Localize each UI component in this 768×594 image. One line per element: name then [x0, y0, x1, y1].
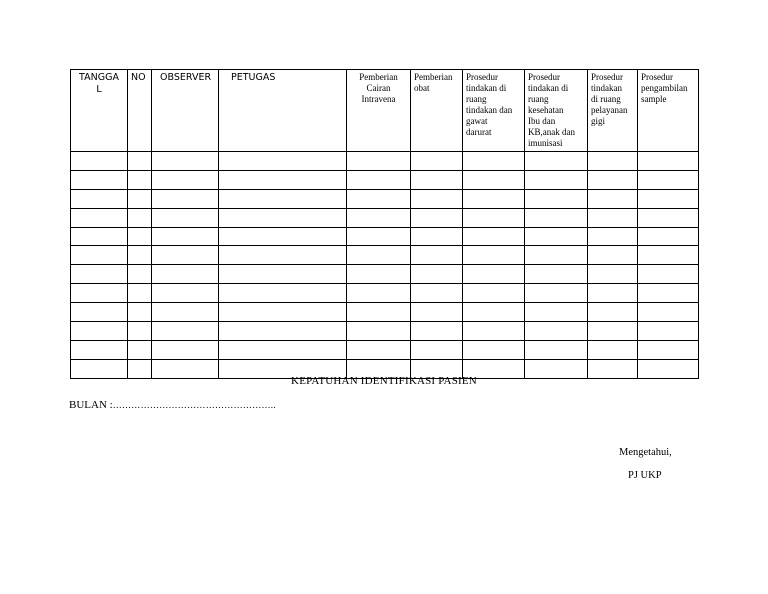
header-observer — [152, 70, 219, 152]
table-cell[interactable] — [347, 246, 411, 265]
table-cell[interactable] — [71, 284, 128, 303]
table-cell[interactable] — [219, 227, 347, 246]
table-cell[interactable] — [347, 265, 411, 284]
table-cell[interactable] — [219, 322, 347, 341]
table-cell[interactable] — [219, 246, 347, 265]
bulan-dotted-line: …………………………………………….. — [112, 400, 276, 410]
table-cell[interactable] — [71, 340, 128, 359]
table-cell[interactable] — [347, 152, 411, 171]
table-cell[interactable] — [411, 189, 463, 208]
table-cell[interactable] — [71, 227, 128, 246]
table-cell[interactable] — [411, 170, 463, 189]
table-cell[interactable] — [411, 246, 463, 265]
table-cell[interactable] — [128, 340, 152, 359]
table-cell[interactable] — [525, 189, 588, 208]
table-row — [71, 246, 699, 265]
table-cell[interactable] — [128, 303, 152, 322]
header-pengambilan-sample — [638, 70, 699, 152]
table-cell[interactable] — [638, 322, 699, 341]
table-row — [71, 340, 699, 359]
table-cell[interactable] — [463, 227, 525, 246]
table-cell[interactable] — [152, 227, 219, 246]
header-pemberian-obat — [411, 70, 463, 152]
table-cell[interactable] — [219, 189, 347, 208]
table-row — [71, 322, 699, 341]
header-cairan-intravena-label: Pemberian Cairan Intravena — [359, 72, 398, 104]
signature-role: PJ UKP — [628, 470, 662, 481]
header-prosedur-kia-label: Prosedur tindakan di ruang kesehatan Ibu dan KB,anak dan imunisasi — [528, 72, 575, 148]
header-observer-label: OBSERVER — [160, 72, 212, 83]
table-cell[interactable] — [588, 227, 638, 246]
table-cell[interactable] — [128, 284, 152, 303]
header-petugas — [219, 70, 347, 152]
table-cell[interactable] — [128, 246, 152, 265]
table-cell[interactable] — [463, 246, 525, 265]
table-cell[interactable] — [128, 208, 152, 227]
table-cell[interactable] — [463, 170, 525, 189]
table-cell[interactable] — [525, 265, 588, 284]
header-tanggal-label: TANGGA L — [79, 72, 119, 95]
table-cell[interactable] — [588, 208, 638, 227]
table-row — [71, 189, 699, 208]
table-row — [71, 227, 699, 246]
header-prosedur-gawat-darurat-label: Prosedur tindakan di ruang tindakan dan gawat darurat — [466, 72, 513, 137]
table-cell[interactable] — [152, 152, 219, 171]
observation-table-wrapper — [70, 69, 699, 379]
table-cell[interactable] — [411, 227, 463, 246]
table-cell[interactable] — [152, 322, 219, 341]
table-cell[interactable] — [463, 189, 525, 208]
header-prosedur-gigi-label: Prosedur tindakan di ruang pelayanan gigi — [591, 72, 628, 126]
table-cell[interactable] — [347, 208, 411, 227]
table-cell[interactable] — [347, 322, 411, 341]
table-cell[interactable] — [463, 265, 525, 284]
table-cell[interactable] — [128, 189, 152, 208]
table-header-row — [71, 70, 699, 152]
table-cell[interactable] — [347, 170, 411, 189]
table-cell[interactable] — [411, 265, 463, 284]
table-cell[interactable] — [638, 170, 699, 189]
table-cell[interactable] — [463, 303, 525, 322]
bulan-label: BULAN : — [69, 399, 113, 411]
table-cell[interactable] — [71, 152, 128, 171]
table-cell[interactable] — [638, 340, 699, 359]
table-row — [71, 284, 699, 303]
header-pemberian-obat-label: Pemberian obat — [414, 72, 453, 93]
table-cell[interactable] — [525, 340, 588, 359]
header-cairan-intravena — [347, 70, 411, 152]
table-cell[interactable] — [525, 227, 588, 246]
table-cell[interactable] — [638, 227, 699, 246]
observation-table — [70, 69, 699, 379]
table-cell[interactable] — [128, 152, 152, 171]
table-cell[interactable] — [152, 265, 219, 284]
table-cell[interactable] — [128, 322, 152, 341]
table-cell[interactable] — [525, 322, 588, 341]
table-cell[interactable] — [525, 152, 588, 171]
table-cell[interactable] — [588, 322, 638, 341]
table-cell[interactable] — [588, 246, 638, 265]
table-cell[interactable] — [411, 340, 463, 359]
table-row — [71, 265, 699, 284]
table-cell[interactable] — [219, 303, 347, 322]
table-cell[interactable] — [347, 189, 411, 208]
table-cell[interactable] — [152, 246, 219, 265]
header-pengambilan-sample-label: Prosedur pengambilan sample — [641, 72, 688, 104]
table-cell[interactable] — [411, 152, 463, 171]
table-cell[interactable] — [638, 303, 699, 322]
table-cell[interactable] — [463, 284, 525, 303]
table-cell[interactable] — [411, 322, 463, 341]
table-cell[interactable] — [588, 303, 638, 322]
table-cell[interactable] — [219, 170, 347, 189]
header-prosedur-gawat-darurat — [463, 70, 525, 152]
table-cell[interactable] — [525, 303, 588, 322]
table-cell[interactable] — [525, 284, 588, 303]
table-row — [71, 208, 699, 227]
header-petugas-label: PETUGAS — [231, 72, 276, 83]
signature-acknowledged: Mengetahui, — [619, 447, 672, 458]
table-cell[interactable] — [128, 227, 152, 246]
table-row — [71, 303, 699, 322]
table-cell[interactable] — [219, 152, 347, 171]
table-cell[interactable] — [128, 170, 152, 189]
table-row — [71, 170, 699, 189]
table-cell[interactable] — [588, 340, 638, 359]
table-cell[interactable] — [463, 340, 525, 359]
table-cell[interactable] — [638, 246, 699, 265]
table-cell[interactable] — [525, 170, 588, 189]
table-cell[interactable] — [588, 189, 638, 208]
table-cell[interactable] — [219, 208, 347, 227]
table-cell[interactable] — [347, 303, 411, 322]
table-cell[interactable] — [588, 284, 638, 303]
table-cell[interactable] — [463, 152, 525, 171]
table-cell[interactable] — [525, 208, 588, 227]
table-cell[interactable] — [411, 303, 463, 322]
table-cell[interactable] — [638, 208, 699, 227]
header-no — [128, 70, 152, 152]
table-cell[interactable] — [128, 265, 152, 284]
table-cell[interactable] — [152, 340, 219, 359]
header-tanggal — [71, 70, 128, 152]
table-cell[interactable] — [463, 208, 525, 227]
table-cell[interactable] — [525, 246, 588, 265]
table-cell[interactable] — [638, 284, 699, 303]
table-cell[interactable] — [71, 170, 128, 189]
table-cell[interactable] — [219, 265, 347, 284]
table-cell[interactable] — [152, 303, 219, 322]
table-cell[interactable] — [152, 284, 219, 303]
table-cell[interactable] — [411, 208, 463, 227]
table-cell[interactable] — [347, 284, 411, 303]
form-title: KEPATUHAN IDENTIFIKASI PASIEN — [291, 375, 477, 387]
table-cell[interactable] — [638, 152, 699, 171]
table-cell[interactable] — [588, 170, 638, 189]
table-cell[interactable] — [347, 340, 411, 359]
table-cell[interactable] — [347, 227, 411, 246]
table-cell[interactable] — [152, 189, 219, 208]
bulan-field — [69, 399, 276, 411]
table-body — [71, 152, 699, 379]
table-cell[interactable] — [638, 189, 699, 208]
table-cell[interactable] — [71, 322, 128, 341]
table-cell[interactable] — [71, 265, 128, 284]
table-cell[interactable] — [219, 340, 347, 359]
table-cell[interactable] — [152, 208, 219, 227]
table-cell[interactable] — [588, 152, 638, 171]
table-cell[interactable] — [588, 265, 638, 284]
header-prosedur-gigi — [588, 70, 638, 152]
table-cell[interactable] — [463, 322, 525, 341]
table-cell[interactable] — [638, 265, 699, 284]
table-cell[interactable] — [71, 246, 128, 265]
table-row — [71, 152, 699, 171]
table-cell[interactable] — [152, 170, 219, 189]
table-cell[interactable] — [219, 284, 347, 303]
header-prosedur-kia — [525, 70, 588, 152]
table-cell[interactable] — [411, 284, 463, 303]
header-no-label: NO — [131, 72, 146, 83]
table-cell[interactable] — [71, 189, 128, 208]
table-cell[interactable] — [71, 208, 128, 227]
table-cell[interactable] — [71, 303, 128, 322]
